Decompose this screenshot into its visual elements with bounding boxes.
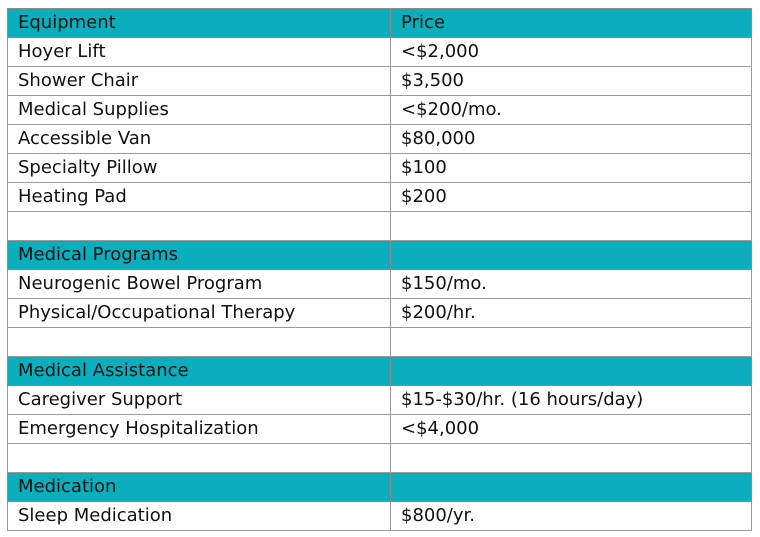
table-row	[8, 386, 752, 415]
item-price-cell: <$200/mo.	[391, 96, 752, 125]
section-header-row	[8, 357, 752, 386]
item-name-cell: Caregiver Support	[8, 386, 391, 415]
item-price-cell: $80,000	[391, 125, 752, 154]
table-row	[8, 299, 752, 328]
section-title-cell: Medication	[8, 473, 391, 502]
item-name-cell: Physical/Occupational Therapy	[8, 299, 391, 328]
item-name-cell: Specialty Pillow	[8, 154, 391, 183]
table-row	[8, 96, 752, 125]
item-price-cell: $200	[391, 183, 752, 212]
section-header-row	[8, 241, 752, 270]
section-header-row	[8, 473, 752, 502]
item-price-cell	[391, 212, 752, 241]
section-title-cell: Medical Assistance	[8, 357, 391, 386]
item-name-cell: Medical Supplies	[8, 96, 391, 125]
table-row	[8, 270, 752, 299]
item-name-cell: Emergency Hospitalization	[8, 415, 391, 444]
item-price-cell: $15-$30/hr. (16 hours/day)	[391, 386, 752, 415]
spacer-row	[8, 444, 752, 473]
spacer-row	[8, 212, 752, 241]
item-name-cell: Hoyer Lift	[8, 38, 391, 67]
cost-table	[7, 8, 752, 531]
item-name-cell: Heating Pad	[8, 183, 391, 212]
item-name-cell: Shower Chair	[8, 67, 391, 96]
item-price-cell	[391, 328, 752, 357]
item-name-cell: Accessible Van	[8, 125, 391, 154]
section-title-cell: Medical Programs	[8, 241, 391, 270]
table-row	[8, 67, 752, 96]
table-row	[8, 183, 752, 212]
item-price-cell: $200/hr.	[391, 299, 752, 328]
table-row	[8, 415, 752, 444]
item-name-cell	[8, 444, 391, 473]
section-title-cell: Equipment	[8, 9, 391, 38]
item-price-cell: $100	[391, 154, 752, 183]
item-price-cell: <$2,000	[391, 38, 752, 67]
item-price-cell: $3,500	[391, 67, 752, 96]
item-name-cell	[8, 328, 391, 357]
section-price-cell	[391, 473, 752, 502]
table-row	[8, 38, 752, 67]
section-price-cell	[391, 241, 752, 270]
item-name-cell	[8, 212, 391, 241]
spacer-row	[8, 328, 752, 357]
table-body	[8, 9, 752, 531]
item-price-cell: $800/yr.	[391, 502, 752, 531]
item-price-cell: <$4,000	[391, 415, 752, 444]
item-name-cell: Sleep Medication	[8, 502, 391, 531]
item-price-cell: $150/mo.	[391, 270, 752, 299]
section-price-cell: Price	[391, 9, 752, 38]
item-price-cell	[391, 444, 752, 473]
section-header-row	[8, 9, 752, 38]
table-row	[8, 502, 752, 531]
table-row	[8, 125, 752, 154]
section-price-cell	[391, 357, 752, 386]
table-row	[8, 154, 752, 183]
item-name-cell: Neurogenic Bowel Program	[8, 270, 391, 299]
